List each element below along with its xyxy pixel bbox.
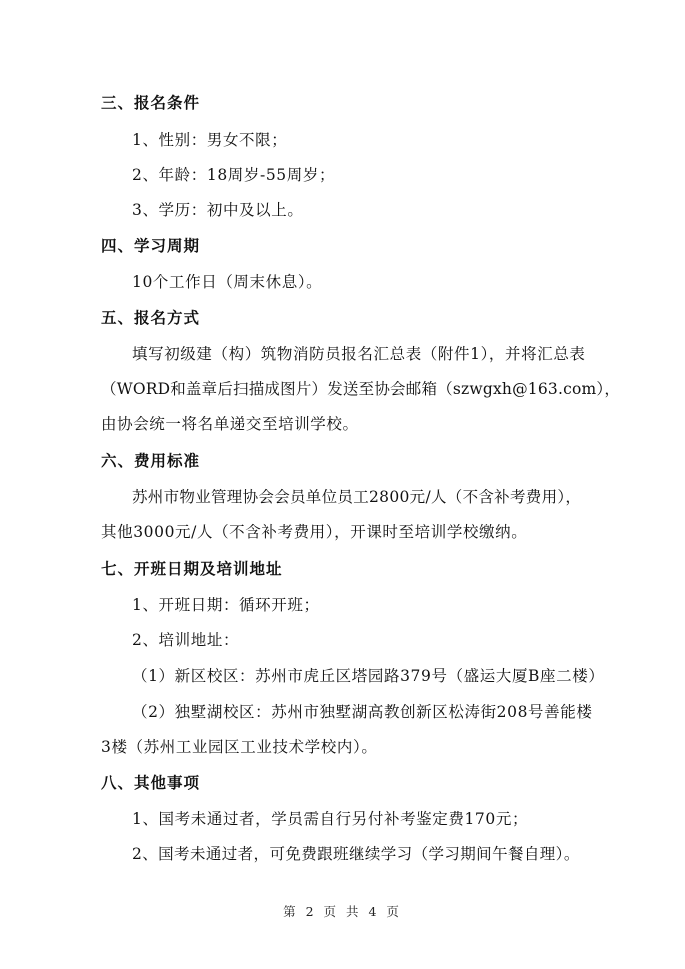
list-item-age: 2、年龄：18周岁-55周岁； (132, 166, 336, 184)
address-new-district-campus: （1）新区校区：苏州市虎丘区塔园路379号（盛运大厦B座二楼） (132, 667, 605, 685)
section-heading-class-date-and-address: 七、开班日期及培训地址 (101, 560, 283, 578)
study-period-text: 10个工作日（周末休息）。 (132, 273, 323, 291)
registration-method-line-3: 由协会统一将名单递交至培训学校。 (101, 415, 359, 433)
section-heading-other-matters: 八、其他事项 (101, 774, 201, 792)
fee-standard-line-2: 其他3000元/人（不含补考费用），开课时至培训学校缴纳。 (101, 523, 528, 541)
list-item-class-date: 1、开班日期：循环开班； (132, 596, 320, 614)
section-heading-fee-standard: 六、费用标准 (101, 452, 201, 470)
registration-method-line-2: （WORD和盖章后扫描成图片）发送至协会邮箱（szwgxh@163.com）， (101, 380, 621, 398)
section-heading-registration-conditions: 三、报名条件 (101, 94, 201, 112)
list-item-retake-fee: 1、国考未通过者，学员需自行另付补考鉴定费170元； (132, 810, 529, 828)
section-heading-study-period: 四、学习周期 (101, 237, 201, 255)
list-item-free-continued-study: 2、国考未通过者，可免费跟班继续学习（学习期间午餐自理）。 (132, 845, 580, 863)
page-number-footer: 第 2 页 共 4 页 (283, 904, 402, 919)
section-heading-registration-method: 五、报名方式 (101, 309, 201, 327)
list-item-gender: 1、性别：男女不限； (132, 131, 288, 149)
address-dushu-lake-campus-line-2: 3楼（苏州工业园区工业技术学校内）。 (101, 738, 378, 756)
registration-method-line-1: 填写初级建（构）筑物消防员报名汇总表（附件1），并将汇总表 (132, 345, 586, 363)
list-item-training-address: 2、培训地址： (132, 631, 240, 649)
fee-standard-line-1: 苏州市物业管理协会会员单位员工2800元/人（不含补考费用）， (132, 488, 582, 506)
list-item-education: 3、学历：初中及以上。 (132, 201, 304, 219)
address-dushu-lake-campus-line-1: （2）独墅湖校区：苏州市独墅湖高教创新区松涛街208号善能楼 (132, 703, 593, 721)
